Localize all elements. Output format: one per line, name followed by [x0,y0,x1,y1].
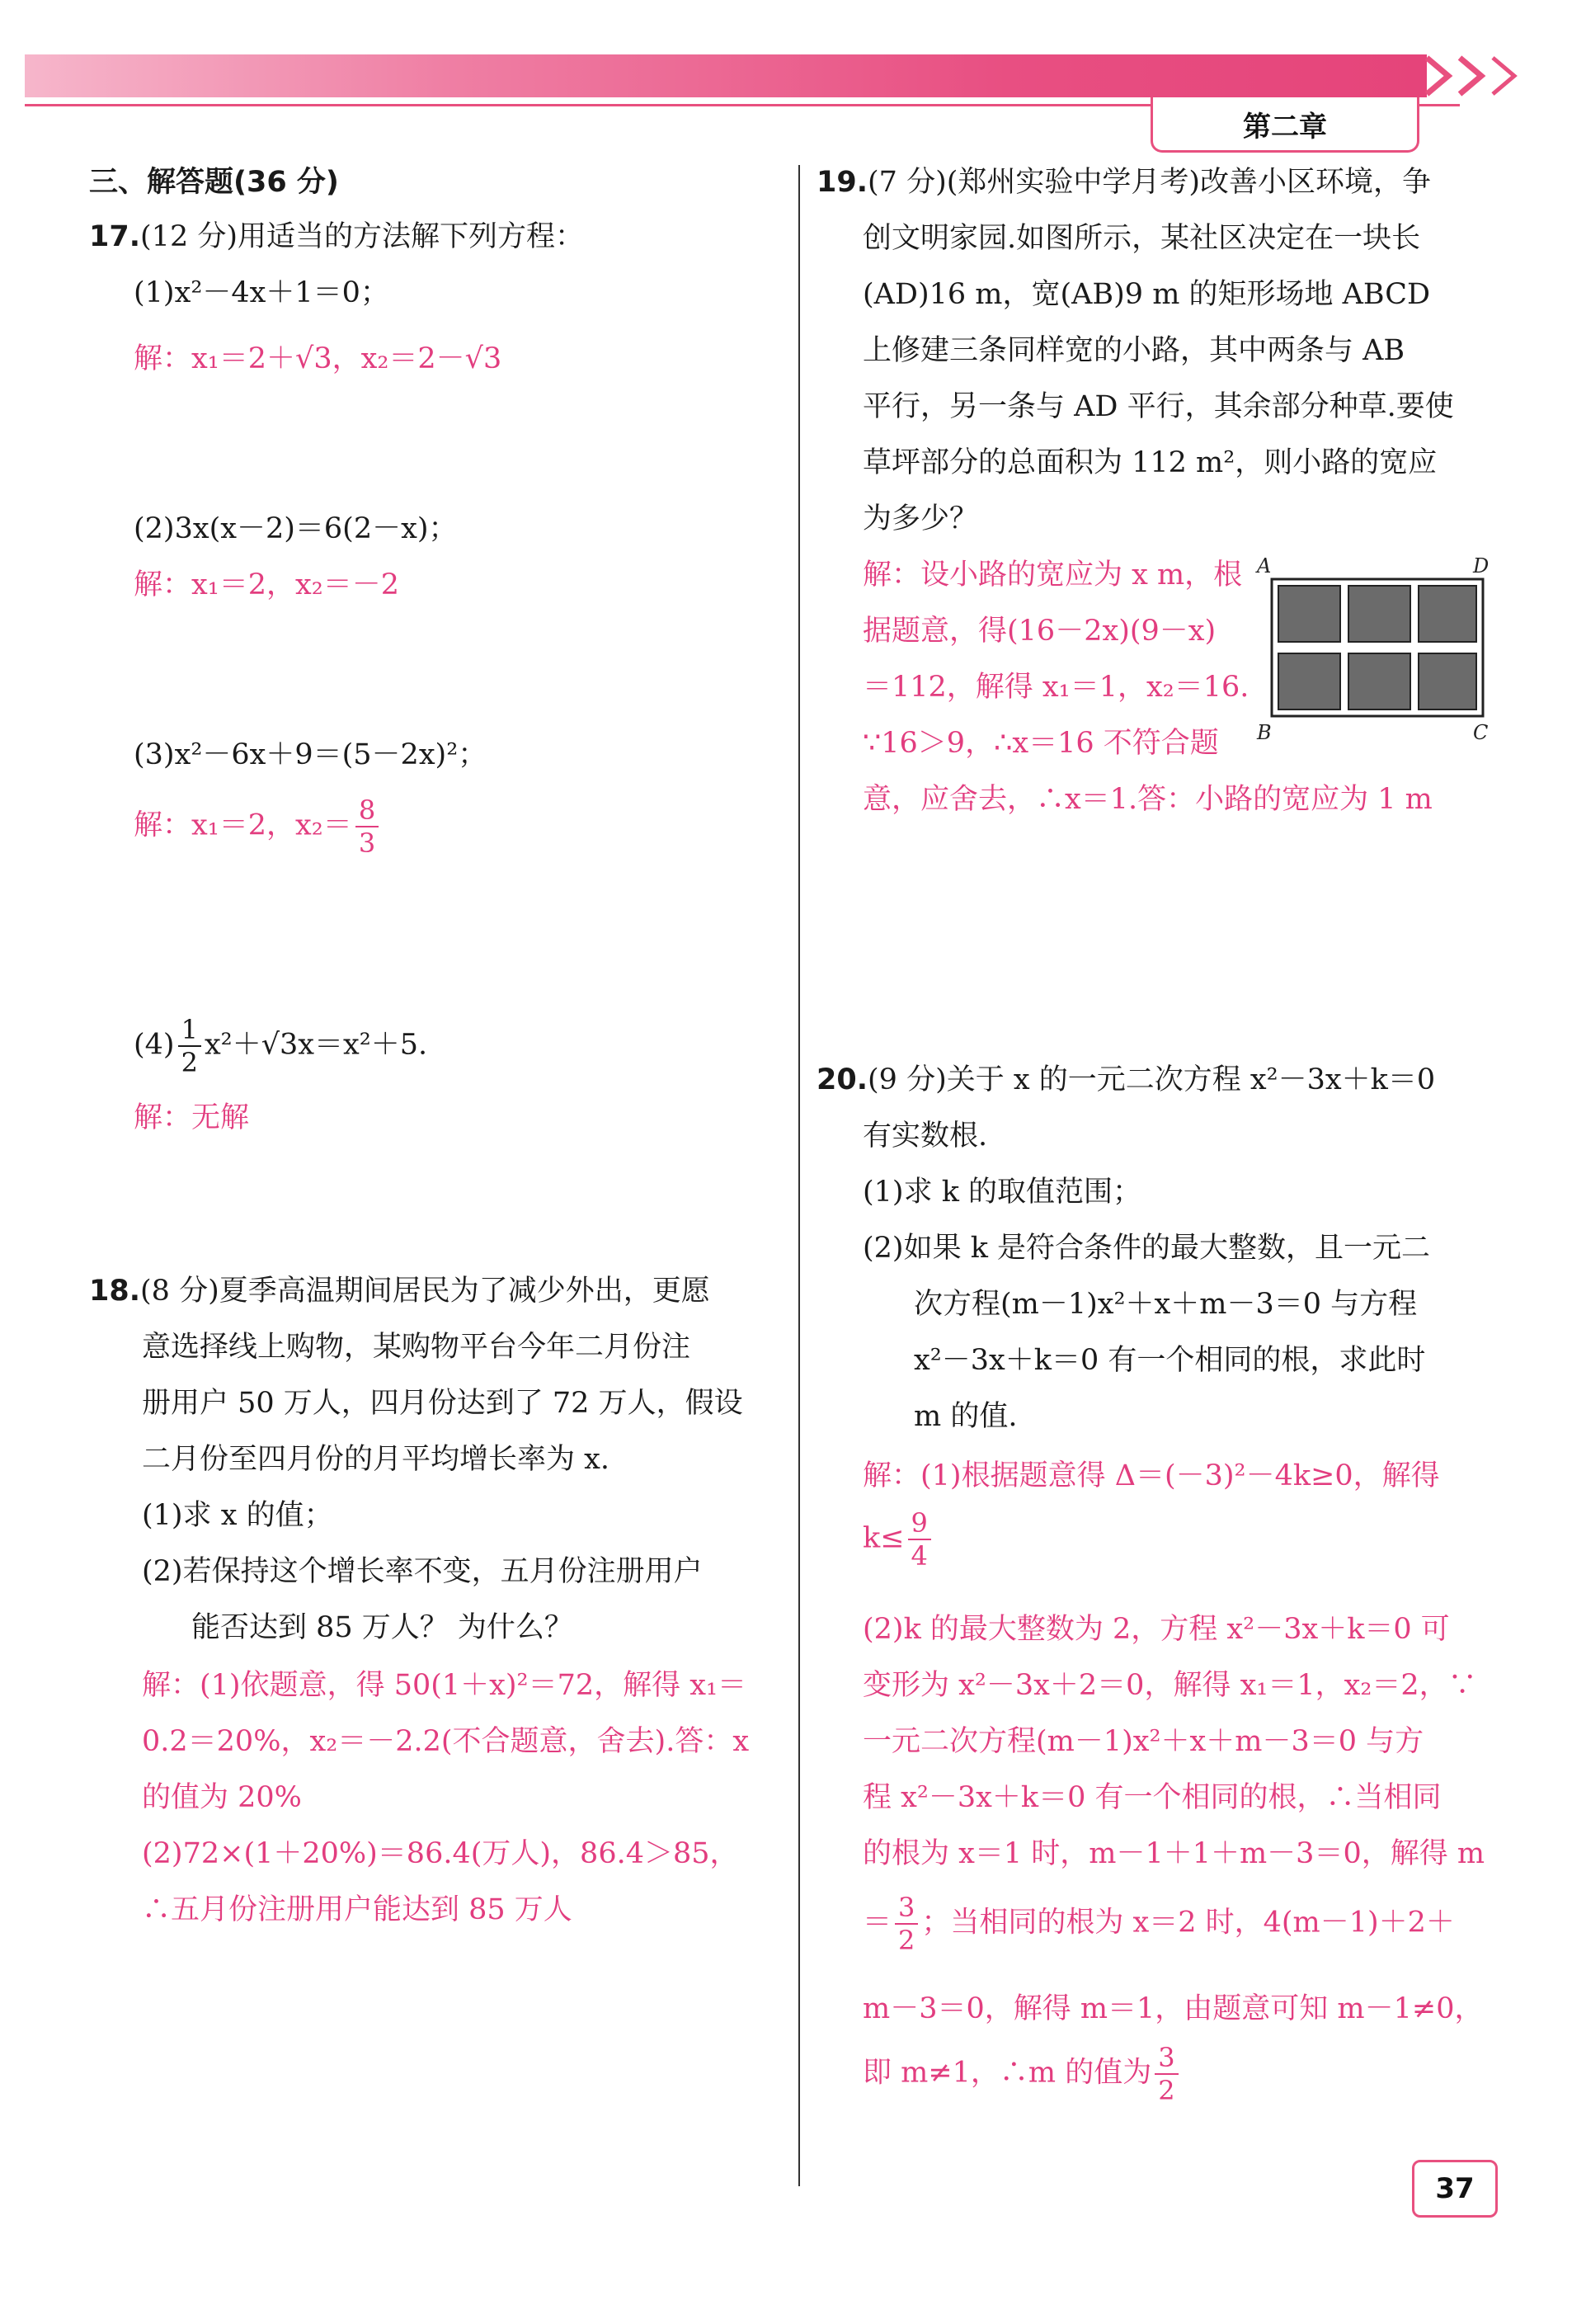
q19-line-3: 上修建三条同样宽的小路，其中两条与 AB [863,334,1405,367]
q18-answer-line: 0.2＝20%，x₂＝－2.2(不合题意，舍去).答：x [142,1725,750,1758]
q17-number: 17. [89,220,141,253]
q17-part2: (2)3x(x－2)＝6(2－x)； [134,512,458,545]
chevron-right-icon [1486,51,1524,101]
q17-part3: (3)x²－6x＋9＝(5－2x)²； [134,738,487,771]
q17-part1: (1)x²－4x＋1＝0； [134,276,389,309]
q20-answer2-last-line [863,2044,1182,2104]
section-title: 三、解答题(36 分) [89,166,339,199]
q20-line-4: 次方程(m－1)x²＋x＋m－3＝0 与方程 [914,1288,1418,1321]
q19-line-5: 草坪部分的总面积为 112 m²，则小路的宽应 [863,446,1438,479]
q20-line-1: 有实数根. [863,1120,988,1153]
q18-answer-line: (2)72×(1＋20%)＝86.4(万人)，86.4＞85， [142,1837,739,1870]
q19-line-4: 平行，另一条与 AD 平行，其余部分种草.要使 [863,390,1454,423]
vertex-label-b: B [1257,721,1272,744]
q19-number: 19. [817,166,868,199]
q17-part4-text: x²＋√3x＝x²＋5. [204,1028,428,1062]
q20-line-5: x²－3x＋k＝0 有一个相同的根，求此时 [914,1344,1426,1377]
page-number: 37 [1412,2160,1498,2218]
q19-answer-line: 意，应舍去，∴x＝1.答：小路的宽应为 1 m [863,783,1433,816]
fraction-numerator: 8 [355,797,379,827]
q17-part4-prefix: (4) [134,1028,175,1062]
q20-answer2-text: ；当相同的根为 x＝2 时，4(m－1)＋2＋ [921,1906,1455,1940]
q20-answer1-line1: 解：(1)根据题意得 Δ＝(－3)²－4k≥0，解得 [863,1459,1440,1492]
fraction-numerator: 3 [895,1894,918,1925]
q17-part4 [134,1016,427,1076]
fraction [895,1894,918,1954]
q18-answer-line: 解：(1)依题意，得 50(1＋x)²＝72，解得 x₁＝ [142,1669,747,1702]
q18-part2: (2)若保持这个增长率不变，五月份注册用户 [142,1555,703,1588]
q18-line-3: 二月份至四月份的月平均增长率为 x. [142,1443,609,1476]
fraction-numerator: 3 [1155,2044,1178,2075]
q18-part2-cont: 能否达到 85 万人？ 为什么？ [191,1611,573,1644]
q19-line-2: (AD)16 m，宽(AB)9 m 的矩形场地 ABCD [863,278,1431,311]
q17-stem [89,216,584,257]
q20-answer2-frac-line [863,1894,1455,1954]
q20-answer1-line2 [863,1507,934,1572]
q18-line-1: 意选择线上购物，某购物平台今年二月份注 [142,1331,691,1364]
q19-line-0 [817,162,1431,203]
q17-answer3-text: 解：x₁＝2，x₂＝ [134,808,352,842]
q20-part2: (2)如果 k 是符合条件的最大整数，且一元二 [863,1232,1431,1265]
q20-answer2-line: 的根为 x＝1 时，m－1＋1＋m－3＝0，解得 m [863,1837,1485,1870]
lawn-patch [1348,653,1410,709]
q20-line-6: m 的值. [914,1400,1018,1433]
q18-part1: (1)求 x 的值； [142,1499,333,1532]
lawn-patch [1278,653,1340,709]
fraction [355,794,379,859]
chapter-label: 第二章 [1151,97,1419,153]
q19-line-1: 创文明家园.如图所示，某社区决定在一块长 [863,222,1421,255]
vertex-label-a: A [1257,554,1272,577]
q17-answer2: 解：x₁＝2，x₂＝－2 [134,568,400,601]
q20-answer2-line: (2)k 的最大整数为 2，方程 x²－3x＋k＝0 可 [863,1613,1450,1646]
q20-answer2-equals: ＝ [863,1906,892,1940]
vertex-label-d: D [1473,554,1490,577]
q18-stem-text: (8 分)夏季高温期间居民为了减少外出，更愿 [140,1275,710,1308]
q19-answer-line: 据题意，得(16－2x)(9－x) [863,615,1217,648]
fraction-denominator: 4 [911,1540,928,1572]
q19-answer-line: ∵16＞9，∴x＝16 不符合题 [863,727,1219,760]
q20-line-0 [817,1059,1435,1101]
fraction-numerator: 9 [908,1510,931,1540]
q19-stem-text: (7 分)(郑州实验中学月考)改善小区环境，争 [868,166,1432,199]
q20-answer2-line: m－3＝0，解得 m＝1，由题意可知 m－1≠0， [863,1992,1484,2025]
column-divider [798,165,800,2186]
q17-answer3 [134,794,382,859]
q19-answer-line: 解：设小路的宽应为 x m，根 [863,559,1243,592]
q20-answer1-prefix: k≤ [863,1521,905,1555]
fraction [178,1016,201,1076]
q20-answer2-last-text: 即 m≠1，∴m 的值为 [863,2056,1152,2090]
fraction-denominator: 2 [898,1925,915,1956]
fraction-numerator: 1 [178,1016,201,1047]
fraction-denominator: 2 [181,1047,198,1078]
q20-answer2-line: 变形为 x²－3x＋2＝0，解得 x₁＝1，x₂＝2，∵ [863,1669,1477,1702]
lawn-patch [1419,586,1476,642]
lawn-patch [1278,586,1340,642]
rectangle-lawn-figure [1254,553,1501,751]
q18-line-2: 册用户 50 万人，四月份达到了 72 万人，假设 [142,1387,743,1420]
q17-answer4: 解：无解 [134,1101,250,1134]
q20-stem-text: (9 分)关于 x 的一元二次方程 x²－3x＋k＝0 [868,1063,1436,1096]
q18-number: 18. [89,1275,141,1308]
q18-line-0 [89,1270,710,1312]
q20-answer2-line: 程 x²－3x＋k＝0 有一个相同的根，∴当相同 [863,1781,1442,1814]
q17-stem-text: (12 分)用适当的方法解下列方程： [140,220,584,253]
q20-answer2-line: 一元二次方程(m－1)x²＋x＋m－3＝0 与方 [863,1725,1424,1758]
q20-part1: (1)求 k 的取值范围； [863,1176,1142,1209]
q19-answer-line: ＝112，解得 x₁＝1，x₂＝16. [863,671,1250,704]
fraction [908,1507,931,1572]
q18-answer-line: 的值为 20% [142,1781,302,1814]
q20-number: 20. [817,1063,868,1096]
fraction-denominator: 3 [358,827,376,859]
q18-answer-line: ∴五月份注册用户能达到 85 万人 [142,1893,572,1926]
fraction-denominator: 2 [1158,2075,1175,2106]
fraction [1155,2044,1178,2104]
vertex-label-c: C [1473,721,1489,744]
header-band [25,54,1427,97]
lawn-patch [1419,653,1476,709]
q17-answer1: 解：x₁＝2＋√3，x₂＝2－√3 [134,342,502,375]
lawn-patch [1348,586,1410,642]
q19-line-6: 为多少？ [863,502,979,535]
